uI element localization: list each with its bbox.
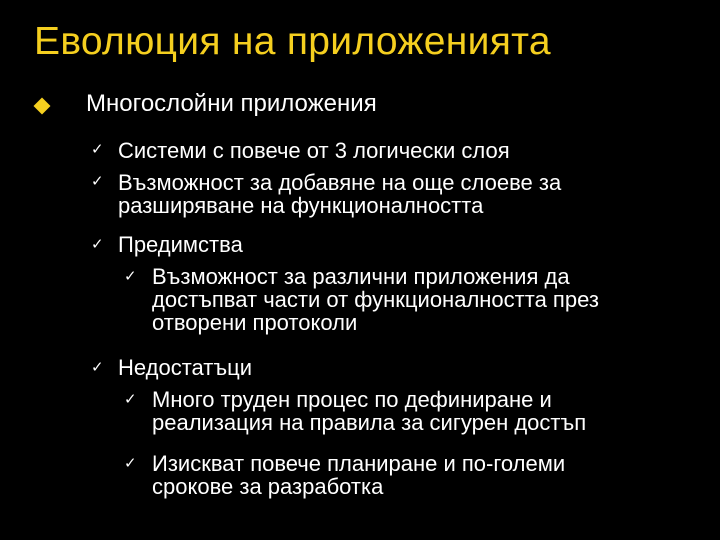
bullet-item xyxy=(152,452,565,498)
bullet-item xyxy=(118,171,561,217)
bullet-item xyxy=(86,92,377,115)
checkmark-bullet-icon: ✓ xyxy=(91,235,104,253)
checkmark-bullet-icon: ✓ xyxy=(124,390,137,408)
checkmark-bullet-icon: ✓ xyxy=(91,358,104,376)
bullet-line: Недостатъци xyxy=(118,355,253,380)
bullet-line: Възможност за добавяне на още слоеве за xyxy=(118,170,562,195)
bullet-line: Много труден процес по дефиниране и xyxy=(152,387,552,412)
bullet-line: разширяване на функционалността xyxy=(118,193,484,218)
bullet-line: Системи с повече от 3 логически слоя xyxy=(118,138,510,163)
slide-title: Еволюция на приложенията xyxy=(34,20,551,63)
bullet-line: отворени протоколи xyxy=(152,310,358,335)
bullet-line: Изискват повече планиране и по-големи xyxy=(152,451,566,476)
bullet-line: срокове за разработка xyxy=(152,474,384,499)
bullet-item xyxy=(118,233,243,256)
bullet-item xyxy=(118,356,252,379)
checkmark-bullet-icon: ✓ xyxy=(124,454,137,472)
diamond-bullet-icon xyxy=(34,98,51,115)
checkmark-bullet-icon: ✓ xyxy=(91,172,104,190)
bullet-line: Възможност за различни приложения да xyxy=(152,264,570,289)
bullet-item xyxy=(152,265,599,334)
bullet-line: Многослойни приложения xyxy=(86,90,377,117)
bullet-line: достъпват части от функционалността през xyxy=(152,287,599,312)
bullet-line: реализация на правила за сигурен достъп xyxy=(152,410,587,435)
checkmark-bullet-icon: ✓ xyxy=(124,267,137,285)
bullet-line: Предимства xyxy=(118,232,243,257)
checkmark-bullet-icon: ✓ xyxy=(91,140,104,158)
bullet-item xyxy=(152,388,586,434)
bullet-item xyxy=(118,139,510,162)
